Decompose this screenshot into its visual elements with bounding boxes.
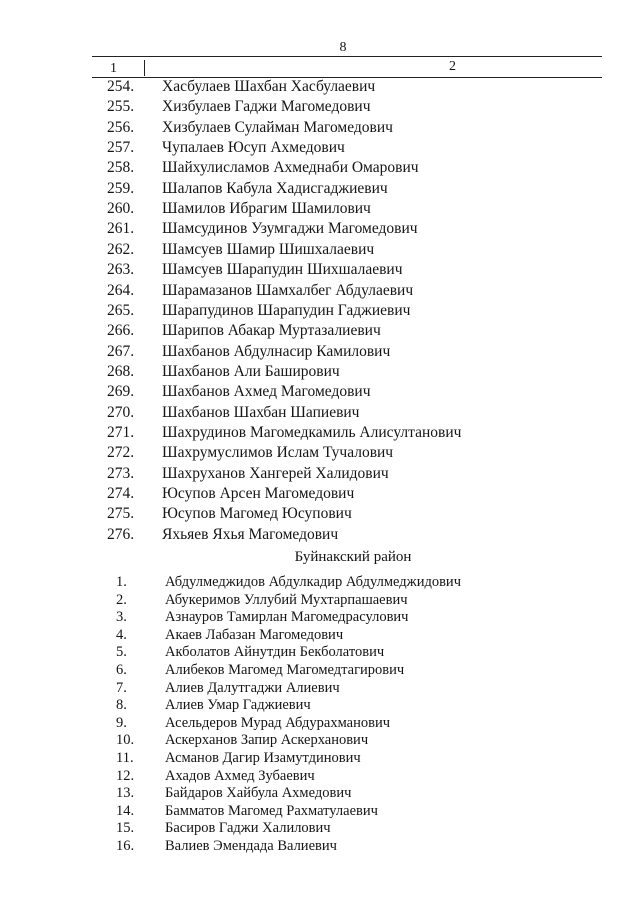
item-name: Шарипов Абакар Муртазалиевич: [162, 322, 381, 340]
item-number: 4.: [116, 626, 127, 643]
item-number: 265.: [107, 301, 135, 319]
item-name: Шамсуев Шамир Шишхалаевич: [162, 240, 375, 258]
item-name: Шахбанов Абдулнасир Камилович: [162, 342, 391, 360]
item-number: 15.: [116, 820, 135, 837]
item-number: 1.: [116, 574, 127, 590]
item-number: 260.: [107, 200, 135, 218]
item-number: 9.: [116, 714, 127, 731]
header-column-divider: [144, 60, 145, 76]
item-number: 271.: [107, 423, 135, 441]
item-number: 14.: [116, 802, 135, 819]
table-header: [92, 56, 602, 78]
item-name: Шалапов Кабула Хадисгаджиевич: [162, 179, 388, 197]
item-name: Асманов Дагир Изамутдинович: [165, 750, 361, 766]
item-name: Юсупов Арсен Магомедович: [162, 485, 355, 502]
item-number: 3.: [116, 609, 127, 626]
item-name: Шамсуев Шарапудин Шихшалаевич: [162, 261, 403, 279]
header-top-rule: [92, 56, 602, 57]
item-name: Шахбанов Ахмед Магомедович: [162, 383, 371, 401]
item-name: Басиров Гаджи Халилович: [165, 820, 331, 837]
item-number: 12.: [116, 767, 135, 784]
item-number: 262.: [107, 240, 135, 258]
item-number: 254.: [107, 78, 135, 95]
item-name: Аскерханов Запир Аскерханович: [165, 732, 369, 749]
item-name: Яхьяев Яхья Магомедович: [162, 525, 339, 543]
item-name: Азнауров Тамирлан Магомедрасулович: [165, 609, 409, 626]
item-name: Абукеримов Уллубий Мухтарпашаевич: [165, 591, 408, 608]
item-number: 259.: [107, 179, 135, 197]
item-number: 257.: [107, 139, 135, 157]
item-name: Шарамазанов Шамхалбег Абдулаевич: [162, 281, 414, 299]
item-name: Юсупов Магомед Юсупович: [162, 505, 352, 523]
item-number: 6.: [116, 662, 127, 678]
item-number: 266.: [107, 322, 135, 340]
item-number: 270.: [107, 403, 135, 421]
item-number: 11.: [116, 750, 134, 766]
item-name: Шамсудинов Узумгаджи Магомедович: [162, 220, 418, 238]
item-number: 273.: [107, 464, 135, 482]
item-name: Алиев Далутгаджи Алиевич: [165, 679, 340, 696]
item-number: 258.: [107, 159, 135, 177]
item-number: 276.: [107, 525, 135, 543]
item-number: 10.: [116, 732, 135, 749]
header-col-1: 1: [110, 61, 117, 76]
item-name: Валиев Эмендада Валиевич: [165, 838, 337, 854]
item-name: Алиев Умар Гаджиевич: [165, 697, 311, 714]
item-number: 269.: [107, 383, 135, 401]
item-name: Шамилов Ибрагим Шамилович: [162, 200, 371, 218]
item-name: Бамматов Магомед Рахматулаевич: [165, 802, 378, 819]
item-name: Шахрудинов Магомедкамиль Алисултанович: [162, 423, 462, 441]
page-number: 8: [339, 40, 347, 55]
item-name: Шахбанов Шахбан Шапиевич: [162, 403, 360, 421]
item-number: 261.: [107, 220, 135, 238]
item-number: 264.: [107, 281, 135, 299]
item-number: 268.: [107, 362, 135, 380]
item-name: Акболатов Айнутдин Бекболатович: [165, 644, 385, 661]
item-number: 7.: [116, 679, 127, 696]
item-name: Чупалаев Юсуп Ахмедович: [162, 139, 345, 157]
item-number: 275.: [107, 505, 135, 523]
header-col-2: 2: [449, 59, 456, 74]
item-number: 16.: [116, 838, 135, 854]
item-name: Шахбанов Али Баширович: [162, 362, 340, 380]
item-name: Абдулмеджидов Абдулкадир Абдулмеджидович: [165, 574, 461, 590]
item-number: 263.: [107, 261, 135, 279]
item-name: Асельдеров Мурад Абдурахманович: [165, 714, 390, 731]
item-name: Алибеков Магомед Магомедтагирович: [165, 662, 405, 678]
item-name: Хизбулаев Сулайман Магомедович: [162, 118, 393, 136]
item-name: Байдаров Хайбула Ахмедович: [165, 785, 352, 802]
item-name: Шахруханов Хангерей Халидович: [162, 464, 389, 482]
item-name: Акаев Лабазан Магомедович: [165, 626, 344, 643]
item-name: Шайхулисламов Ахмеднаби Омарович: [162, 159, 419, 177]
item-name: Ахадов Ахмед Зубаевич: [165, 767, 315, 784]
item-number: 13.: [116, 785, 135, 802]
item-name: Шарапудинов Шарапудин Гаджиевич: [162, 301, 411, 319]
item-name: Шахрумуслимов Ислам Тучалович: [162, 444, 394, 462]
section-title-buynaksky: Буйнакский район: [294, 549, 412, 565]
item-number: 267.: [107, 342, 135, 360]
item-number: 256.: [107, 118, 135, 136]
item-name: Хасбулаев Шахбан Хасбулаевич: [162, 78, 376, 95]
item-number: 272.: [107, 444, 135, 462]
item-number: 255.: [107, 98, 135, 116]
item-number: 2.: [116, 591, 127, 608]
item-number: 5.: [116, 644, 127, 661]
item-number: 8.: [116, 697, 127, 714]
item-number: 274.: [107, 485, 135, 502]
item-name: Хизбулаев Гаджи Магомедович: [162, 98, 371, 116]
